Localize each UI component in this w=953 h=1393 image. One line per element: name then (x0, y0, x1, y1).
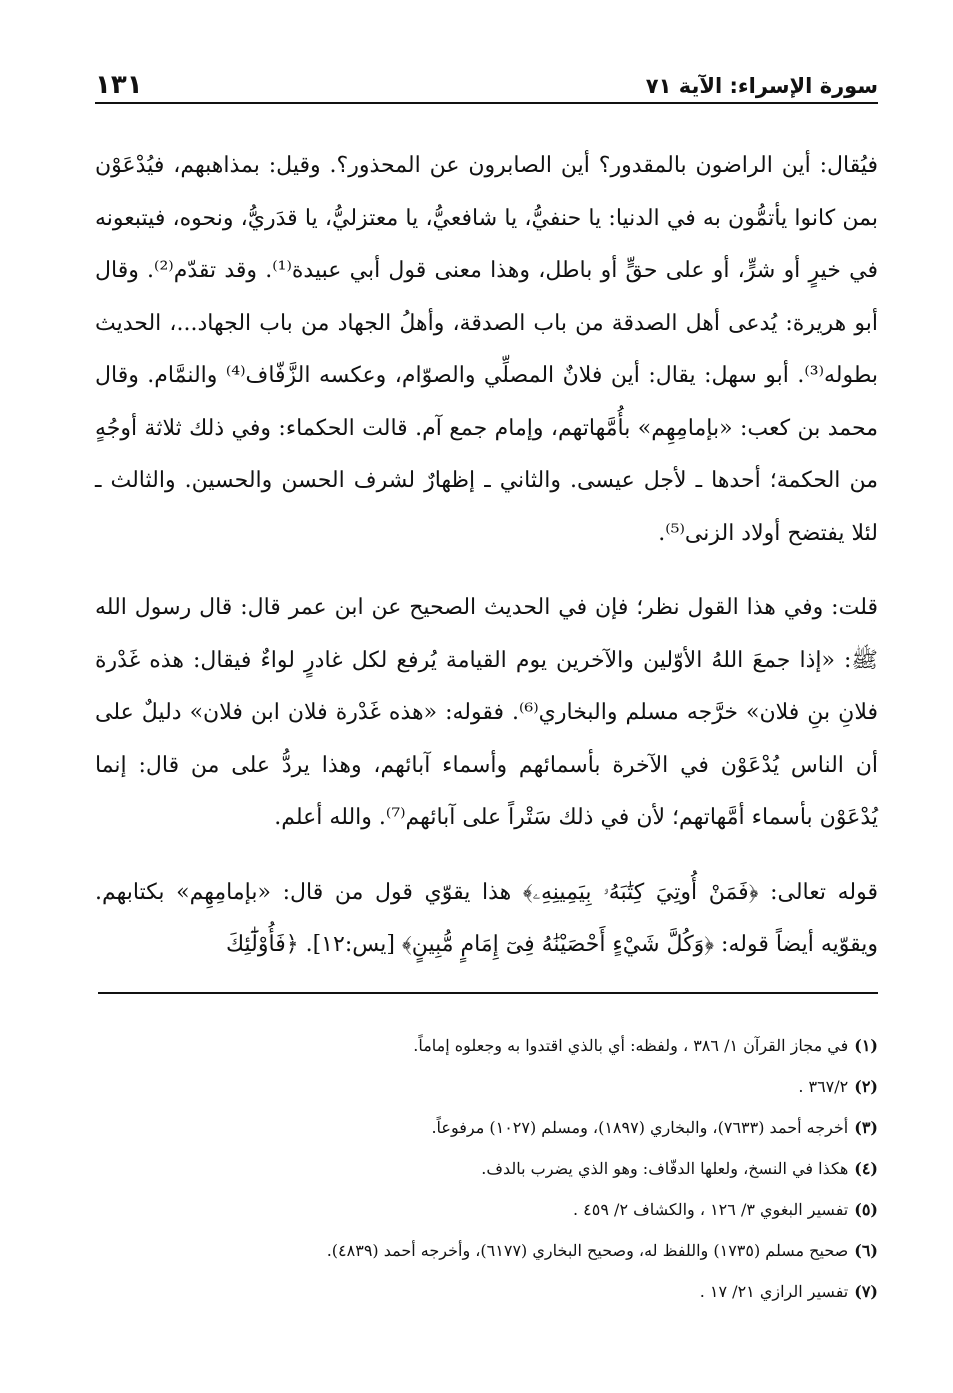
footnote (95, 1148, 878, 1189)
footnote-text: هكذا في النسخ، ولعلها الدفّاف: وهو الذي يضرب بالدف. (481, 1159, 849, 1178)
footnote-text: في مجاز القرآن ١/ ٣٨٦ ، ولفظه: أي بالذي اقتدوا به وجعلوه إماماً. (413, 1036, 849, 1055)
footnote (95, 1230, 878, 1271)
footnote (95, 1189, 878, 1230)
footnote-number: (٦) (854, 1241, 878, 1260)
footnotes (95, 1025, 878, 1312)
paragraph: فيُقال: أين الراضون بالمقدور؟ أين الصابرون عن المحذور؟. وقيل: بمذاهبهم، فيُدْعَوْن بمن كانوا يأتمُّون به في الدنيا: يا حنفيُّ، يا شافعيُّ، يا معتزليُّ، يا قدَريُّ، ونحوه، فيتبعونه في خيرٍ أو شرٍّ، أو على حقٍّ أو باطل، وهذا معنى قول أبي عبيدة⁽¹⁾. وقد تقدّم⁽²⁾. وقال أبو هريرة: يُدعى أهل الصدقة من باب الصدقة، وأهلُ الجهاد من باب الجهاد...، الحديث بطوله⁽³⁾. أبو سهل: يقال: أين فلانٌ المصلِّي والصوّام، وعكسه الزَّفّاف⁽⁴⁾ والنمَّام. وقال محمد بن كعب: «بإمامِهِم» بأُمَّهاتهم، وإمام جمع آم. قالت الحكماء: وفي ذلك ثلاثة أوجُهٍ من الحكمة؛ أحدها ـ لأجل عيسى. والثاني ـ إظهارٌ لشرف الحسن والحسين. والثالث ـ لئلا يفتضح أولاد الزنى⁽⁵⁾. (95, 153, 878, 546)
footnote-number: (١) (854, 1036, 878, 1055)
paragraph: قوله تعالى: ﴿فَمَنْ أُوتِيَ كِتَٰبَهُۥ بِيَمِينِهِۦ﴾ هذا يقوّي قول من قال: «بإمامِهِم» بكتابهم. ويقوّيه أيضاً قوله: ﴿وَكُلَّ شَيْءٍ أَحْصَيْنَٰهُ فِىٓ إِمَامٍ مُّبِينٍ﴾ [يس:١٢]. ﴿فَأُوْلَٰٓئِكَ (95, 879, 878, 957)
footnote-number: (٧) (854, 1282, 878, 1301)
footnote (95, 1025, 878, 1066)
footnote-number: (٥) (854, 1200, 878, 1219)
footnote-separator (98, 992, 878, 994)
footnote-text: تفسير البغوي ٣/ ١٢٦ ، والكشاف ٢/ ٤٥٩ . (573, 1200, 849, 1219)
footnote (95, 1271, 878, 1312)
footnote-number: (٣) (854, 1118, 878, 1137)
footnote (95, 1066, 878, 1107)
chapter-title: سورة الإسراء: الآية ٧١ (645, 74, 878, 98)
page-number: ١٣١ (95, 70, 143, 100)
footnote-text: ٣٦٧/٢ . (798, 1077, 849, 1096)
paragraph-gap (95, 845, 878, 867)
paragraph: قلت: وفي هذا القول نظر؛ فإن في الحديث الصحيح عن ابن عمر قال: قال رسول الله ﷺ: «إذا جمعَ اللهُ الأوّلين والآخرين يوم القيامة يُرفع لكل غادرٍ لواءٌ فيقال: هذه غَدْرة فلانِ بنِ فلان» خرَّجه مسلم والبخاري⁽⁶⁾. فقوله: «هذه غَدْرة فلان ابن فلان» دليلٌ على أن الناس يُدْعَوْن في الآخرة بأسمائهم وأسماء آبائهم، وهذا يردُّ على من قال: إنما يُدْعَوْن بأسماء أمَّهاتهم؛ لأن في ذلك سَتْراً على آبائهم⁽⁷⁾. والله أعلم. (95, 595, 878, 830)
footnote-number: (٢) (854, 1077, 878, 1096)
footnote-text: أخرجه أحمد (٧٦٣٣)، والبخاري (١٨٩٧)، ومسلم (١٠٢٧) مرفوعاً. (431, 1118, 849, 1137)
running-header (95, 62, 878, 104)
footnote (95, 1107, 878, 1148)
main-text (95, 140, 878, 972)
footnote-number: (٤) (854, 1159, 878, 1178)
footnote-text: تفسير الرازي ٢١/ ١٧ . (699, 1282, 849, 1301)
footnote-text: صحيح مسلم (١٧٣٥) واللفظ له، وصحيح البخاري (٦١٧٧)، وأخرجه أحمد (٤٨٣٩). (326, 1241, 849, 1260)
paragraph-gap (95, 560, 878, 582)
